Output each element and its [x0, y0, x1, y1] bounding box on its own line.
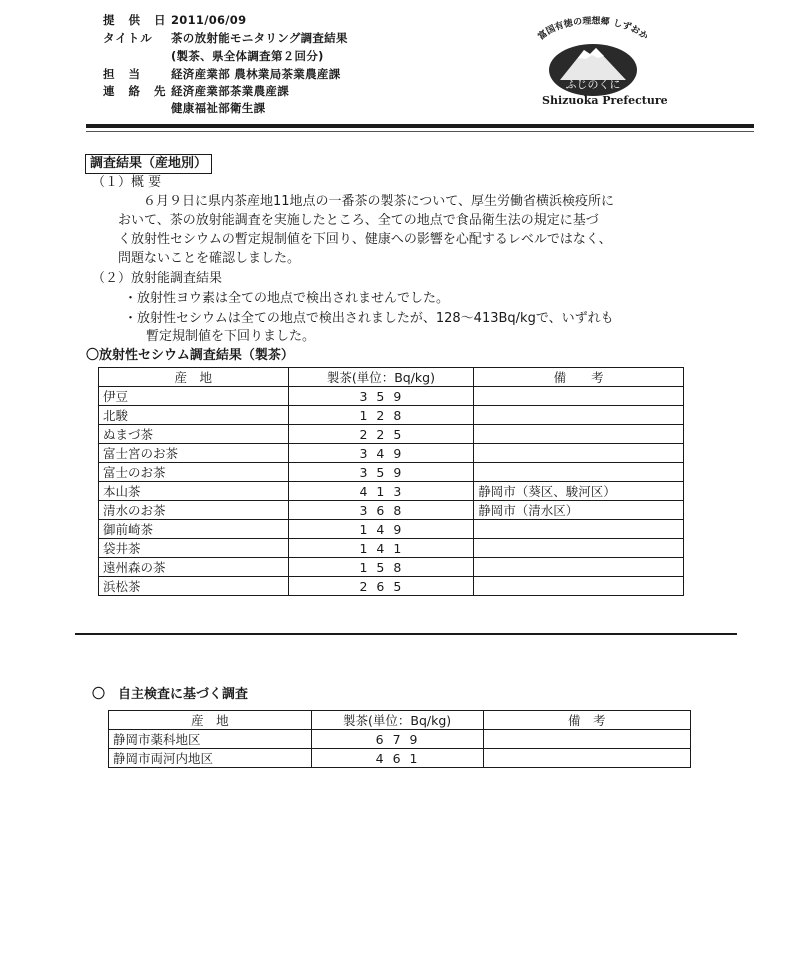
header-row-contact: 連 絡 先経済産業部茶業農産課: [103, 84, 289, 98]
cell-notes: [483, 730, 691, 749]
cell-notes: [474, 387, 684, 406]
table-header-row: [99, 368, 684, 387]
cell-notes: [474, 577, 684, 596]
table-row: [99, 482, 684, 501]
table-row: [99, 444, 684, 463]
table-row: [99, 577, 684, 596]
cell-notes: 静岡市（葵区、駿河区）: [474, 482, 684, 501]
table-row: [109, 749, 691, 768]
col-header-origin: 産 地: [109, 711, 312, 730]
results-bullet-2-cont: 暫定規制値を下回りました。: [146, 329, 316, 344]
col-header-value: 製茶(単位：Bq/kg): [288, 368, 474, 387]
table2-title: 〇 自主検査に基づく調査: [92, 687, 249, 702]
cell-origin: 富士のお茶: [99, 463, 289, 482]
table-row: [99, 501, 684, 520]
cell-value: 461: [311, 749, 483, 768]
logo-english-caption: Shizuoka Prefecture: [542, 94, 668, 107]
cell-notes: [474, 558, 684, 577]
header-divider-thin: [86, 131, 754, 132]
cell-value: 141: [288, 539, 474, 558]
cell-value: 149: [288, 520, 474, 539]
cell-origin: 本山茶: [99, 482, 289, 501]
cell-notes: [483, 749, 691, 768]
col-header-value: 製茶(単位：Bq/kg): [311, 711, 483, 730]
section-title: 調査結果（産地別）: [85, 154, 212, 174]
logo-inner-text: ふじのくに: [565, 78, 621, 91]
cell-origin: ぬまづ茶: [99, 425, 289, 444]
table-row: [99, 539, 684, 558]
cell-notes: [474, 520, 684, 539]
table-row: [99, 425, 684, 444]
cell-origin: 御前崎茶: [99, 520, 289, 539]
overview-line-1: ６月９日に県内茶産地11地点の一番茶の製茶について、厚生労働省横浜検疫所に: [143, 194, 615, 209]
table-row: [99, 463, 684, 482]
table1-title: 〇放射性セシウム調査結果（製茶）: [86, 348, 294, 363]
cell-origin: 浜松茶: [99, 577, 289, 596]
header-divider: [86, 124, 754, 128]
table-row: [99, 520, 684, 539]
results-bullet-1: ・放射性ヨウ素は全ての地点で検出されませんでした。: [124, 291, 450, 306]
overview-heading: （１）概 要: [92, 175, 162, 190]
cell-origin: 遠州森の茶: [99, 558, 289, 577]
cell-origin: 伊豆: [99, 387, 289, 406]
cell-value: 265: [288, 577, 474, 596]
table-header-row: [109, 711, 691, 730]
overview-line-4: 問題ないことを確認しました。: [118, 251, 301, 266]
self-inspection-table: [108, 710, 691, 768]
header-row-subtitle: (製茶、県全体調査第２回分): [171, 49, 324, 63]
logo-arc-text: 富国有徳の理想郷 しずおか: [536, 16, 650, 43]
col-header-notes: 備 考: [474, 368, 684, 387]
cell-notes: 静岡市（清水区）: [474, 501, 684, 520]
cell-value: 679: [311, 730, 483, 749]
cell-origin: 北駿: [99, 406, 289, 425]
cell-value: 158: [288, 558, 474, 577]
cell-value: 128: [288, 406, 474, 425]
cell-origin: 静岡市両河内地区: [109, 749, 312, 768]
results-heading: （２）放射能調査結果: [92, 271, 223, 286]
table-row: [99, 406, 684, 425]
cell-origin: 袋井茶: [99, 539, 289, 558]
cell-value: 368: [288, 501, 474, 520]
cesium-results-table: [98, 367, 684, 596]
section-divider: [75, 633, 737, 635]
cell-value: 225: [288, 425, 474, 444]
svg-text:富国有徳の理想郷 しずおか: [535, 14, 650, 42]
cell-notes: [474, 539, 684, 558]
table-row: [99, 558, 684, 577]
cell-value: 413: [288, 482, 474, 501]
cell-notes: [474, 425, 684, 444]
header-row-contact-2: 健康福祉部衛生課: [171, 101, 266, 115]
overview-line-3: く放射性セシウムの暫定規制値を下回り、健康への影響を心配するレベルではなく、: [118, 232, 612, 247]
table-row: [99, 387, 684, 406]
cell-notes: [474, 463, 684, 482]
col-header-notes: 備 考: [483, 711, 691, 730]
results-bullet-2: ・放射性セシウムは全ての地点で検出されましたが、128～413Bq/kgで、いずれも: [124, 311, 614, 326]
table-row: [109, 730, 691, 749]
overview-line-2: おいて、茶の放射能調査を実施したところ、全ての地点で食品衛生法の規定に基づ: [118, 213, 599, 228]
cell-origin: 清水のお茶: [99, 501, 289, 520]
cell-notes: [474, 444, 684, 463]
header-row-date: 提 供 日2011/06/09: [103, 13, 247, 27]
col-header-origin: 産 地: [99, 368, 289, 387]
cell-value: 359: [288, 463, 474, 482]
header-row-title: タイトル 茶の放射能モニタリング調査結果: [103, 31, 348, 45]
header-row-charge: 担 当 経済産業部 農林業局茶業農産課: [103, 67, 341, 81]
cell-value: 359: [288, 387, 474, 406]
cell-origin: 富士宮のお茶: [99, 444, 289, 463]
cell-origin: 静岡市薬科地区: [109, 730, 312, 749]
cell-notes: [474, 406, 684, 425]
cell-value: 349: [288, 444, 474, 463]
